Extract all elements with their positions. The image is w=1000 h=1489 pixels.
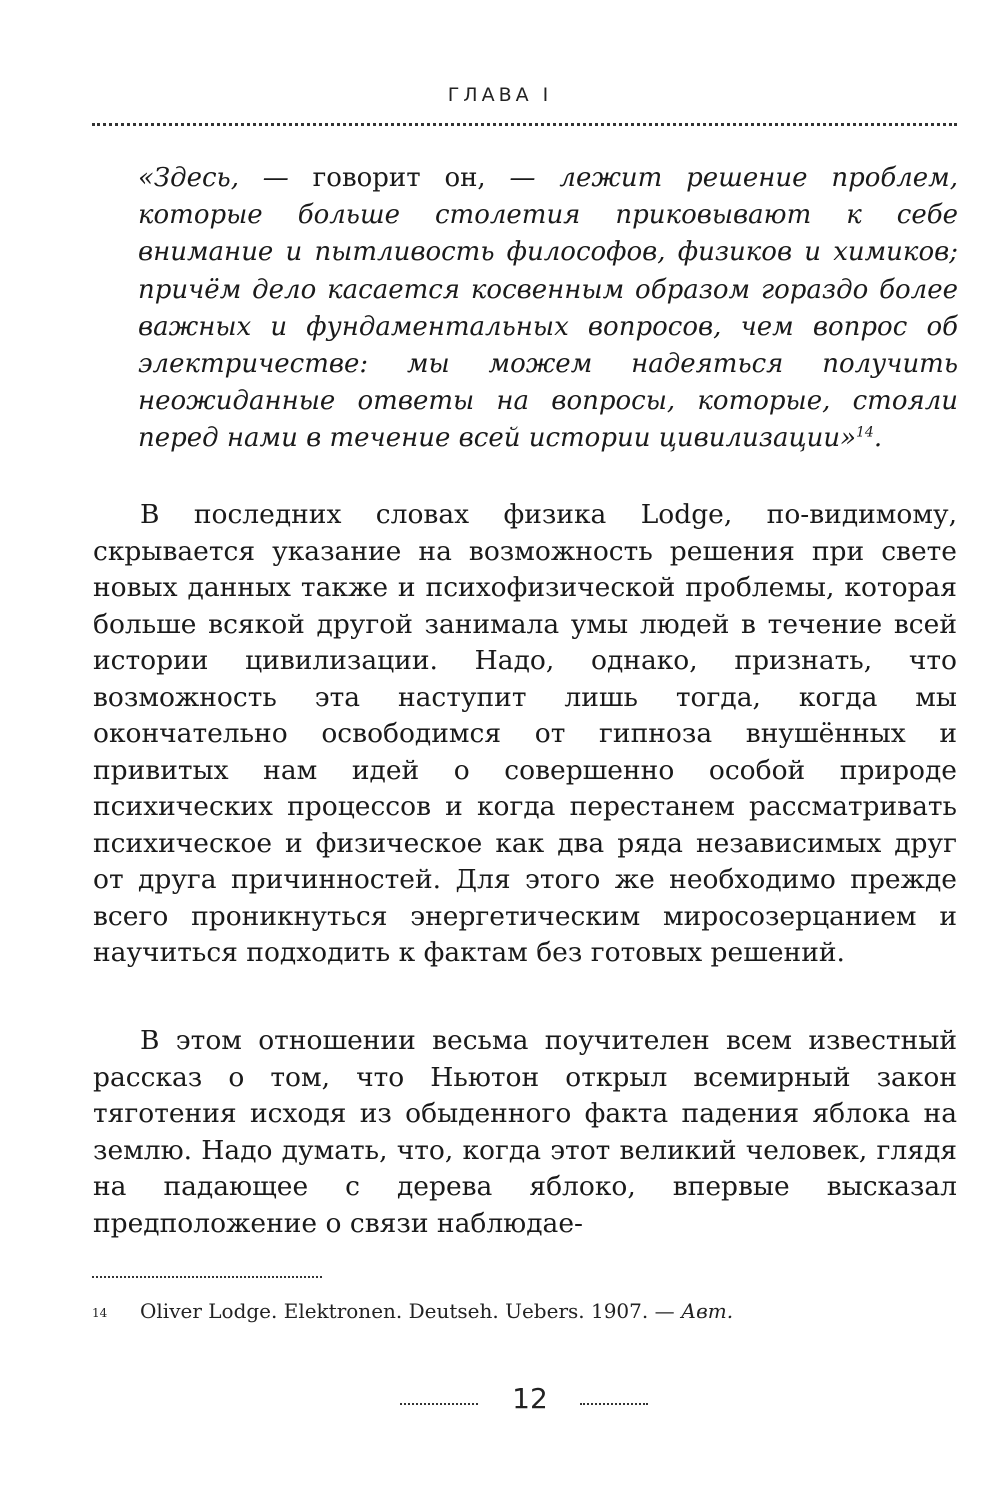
page-number: 12 [512,1382,548,1415]
footnote-author-abbr: Авт. [680,1299,734,1323]
body-paragraph-2: В этом отношении весьма поучителен всем известный рассказ о том, что Ньютон открыл всемирный закон тяготения исходя из обыденного факта падения яблока на землю. Надо думать, что, когда этот великий человек, глядя на падающее с дерева яблоко, впервые высказал предположение о связи наблюдае- [93,1025,957,1239]
header-divider [92,123,957,126]
body-paragraph-1: В последних словах физика Lodge, по-видимому, скрывается указание на возможность решения при свете новых данных также и психофизической проблемы, которая больше всякой другой занимала умы людей в течение всей истории цивилизации. Надо, однако, признать, что возможность эта наступит лишь тогда, когда мы окончательно освободимся от гипноза внушённых и привитых нам идей о совершенно особой природе психических процессов и когда перестанем рассматривать психическое и физическое как два ряда независимых друг от друга причинностей. Для этого же необходимо прежде всего проникнуться энергетическим миросозерцанием и научиться подходить к фактам без готовых решений. [93,499,957,968]
footnote-divider [92,1276,322,1278]
quote-part-1: «Здесь, — [138,163,313,193]
page-number-right-dots [580,1403,648,1405]
quote-end: . [873,423,883,454]
footnote-number: 14 [92,1306,108,1320]
footnote-reference[interactable]: 14 [856,424,874,441]
block-quote [138,160,958,458]
footnote-text: Oliver Lodge. Elektronen. Deutseh. Uebers. 1907. — [140,1299,681,1323]
quote-attribution: говорит он, [312,163,486,193]
page-number-left-dots [400,1403,478,1405]
running-header: ГЛАВА I [447,84,553,106]
footnote [92,1298,962,1324]
quote-part-3: — лежит решение проблем, которые больше столетия приковывают к себе внимание и пытливость философов, физиков и химиков; причём дело касается косвенным образом гораздо более важных и фундаментальных вопросов, чем вопрос об электричестве: мы можем надеяться получить неожиданные ответы на вопросы, которые, стояли перед нами в течение всей истории цивилизации» [138,163,959,454]
